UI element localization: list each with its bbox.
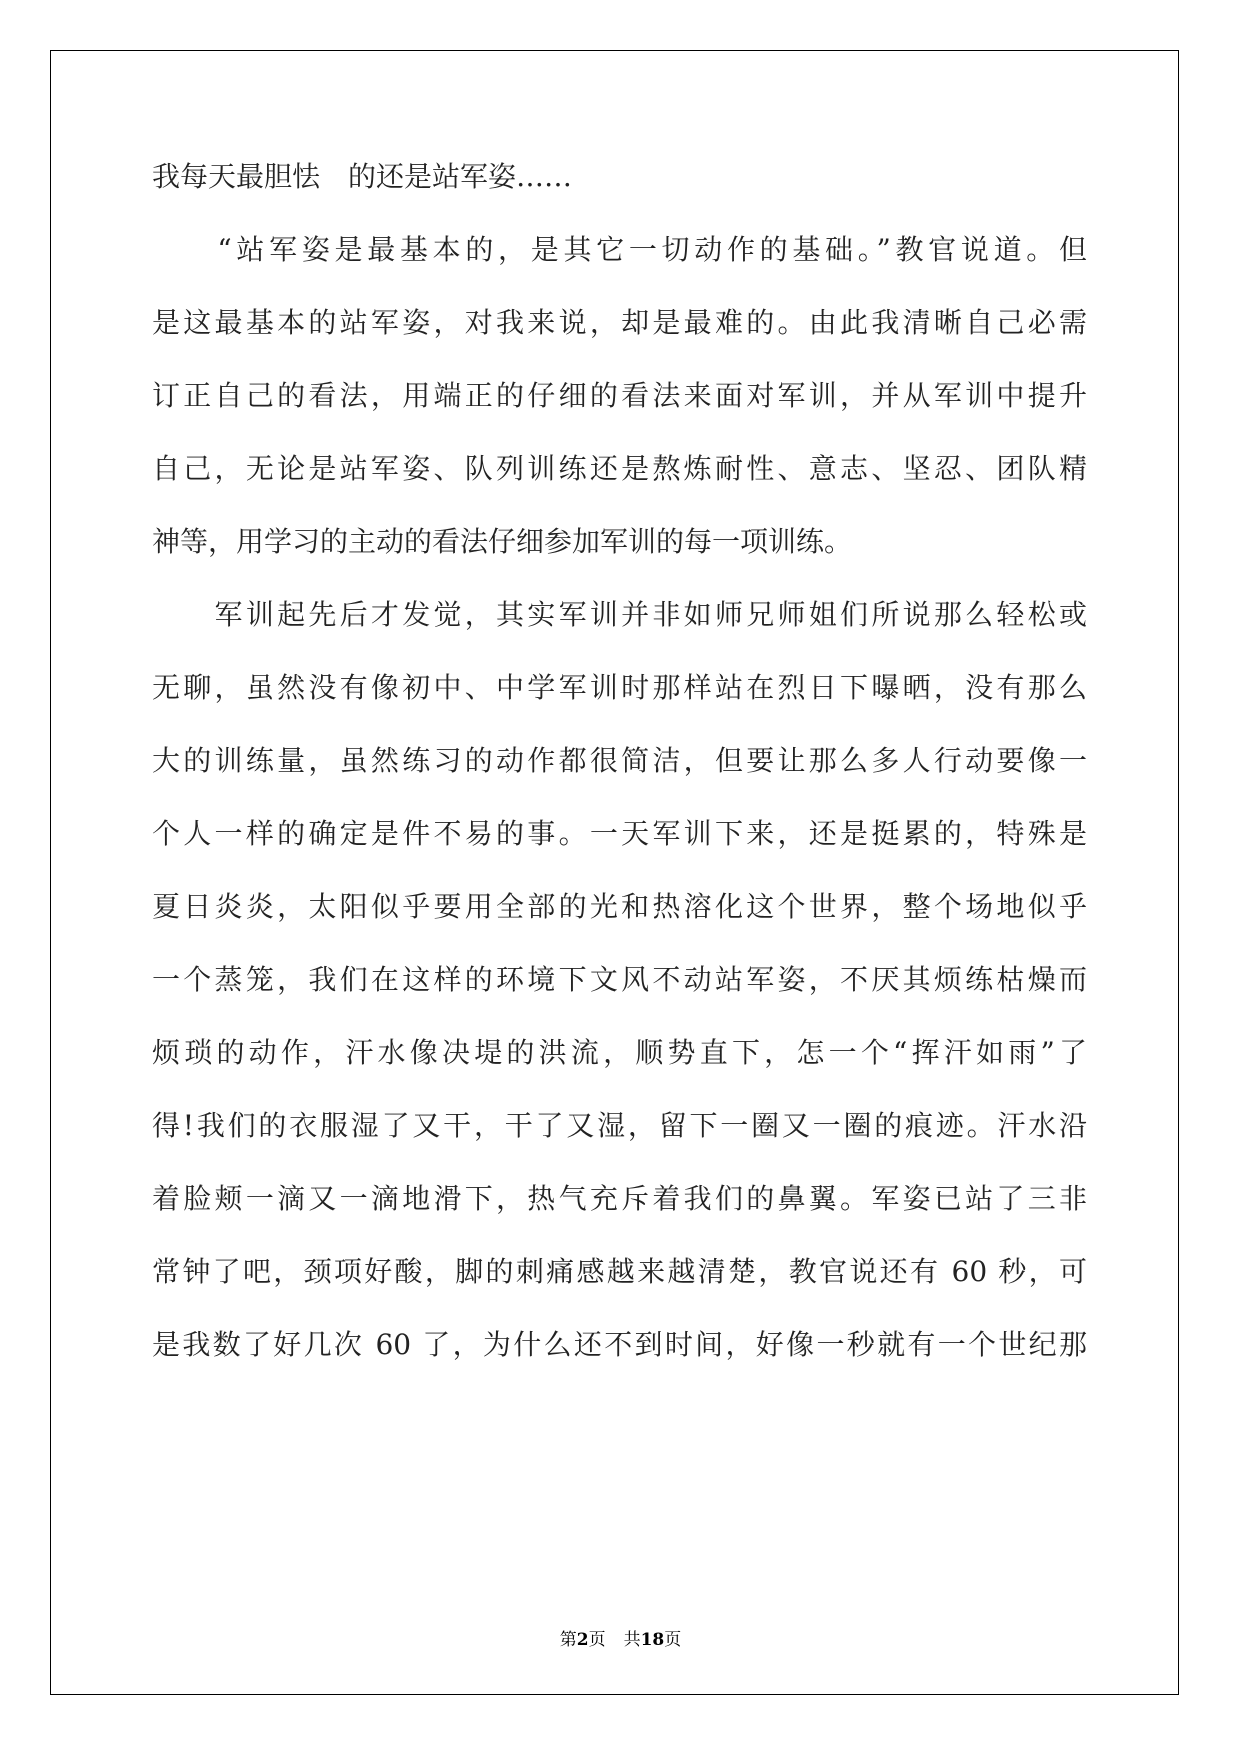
text-line: 常钟了吧，颈项好酸，脚的刺痛感越来越清楚，教官说还有 60 秒，可 [152,1255,1087,1288]
page-suffix: 页 [588,1630,606,1650]
text-line: 神等，用学习的主动的看法仔细参加军训的每一项训练。 [152,525,853,558]
text-line: 订正自己的看法，用端正的仔细的看法来面对军训，并从军训中提升 [152,379,1087,412]
text-line: 军训起先后才发觉，其实军训并非如师兄师姐们所说那么轻松或 [152,598,1087,631]
text-line: 无聊，虽然没有像初中、中学军训时那样站在烈日下曝晒，没有那么 [152,671,1087,704]
total-prefix: 共 [623,1630,641,1650]
text-line: 得!我们的衣服湿了又干，干了又湿，留下一圈又一圈的痕迹。汗水沿 [152,1109,1087,1142]
text-line: 我每天最胆怯 的还是站军姿…… [152,160,573,193]
total-pages: 18 [640,1630,665,1650]
text-line: 个人一样的确定是件不易的事。一天军训下来，还是挺累的，特殊是 [152,817,1087,850]
page-footer [0,1625,1241,1650]
text-line: 大的训练量，虽然练习的动作都很简洁，但要让那么多人行动要像一 [152,744,1087,777]
text-line: 着脸颊一滴又一滴地滑下，热气充斥着我们的鼻翼。军姿已站了三非 [152,1182,1087,1215]
text-line: 是我数了好几次 60 了，为什么还不到时间，好像一秒就有一个世纪那 [152,1328,1087,1361]
body-text [152,162,1087,1403]
text-line: 夏日炎炎，太阳似乎要用全部的光和热溶化这个世界，整个场地似乎 [152,890,1087,923]
total-suffix: 页 [664,1630,682,1650]
text-line: “站军姿是最基本的，是其它一切动作的基础。”教官说道。但 [152,233,1087,266]
page-number: 2 [576,1630,589,1650]
text-line: 烦琐的动作，汗水像决堤的洪流，顺势直下，怎一个“挥汗如雨”了 [152,1036,1087,1069]
text-line: 一个蒸笼，我们在这样的环境下文风不动站军姿，不厌其烦练枯燥而 [152,963,1087,996]
text-line: 是这最基本的站军姿，对我来说，却是最难的。由此我清晰自己必需 [152,306,1087,339]
text-line: 自己，无论是站军姿、队列训练还是熬炼耐性、意志、坚忍、团队精 [152,452,1087,485]
page-prefix: 第 [559,1630,577,1650]
